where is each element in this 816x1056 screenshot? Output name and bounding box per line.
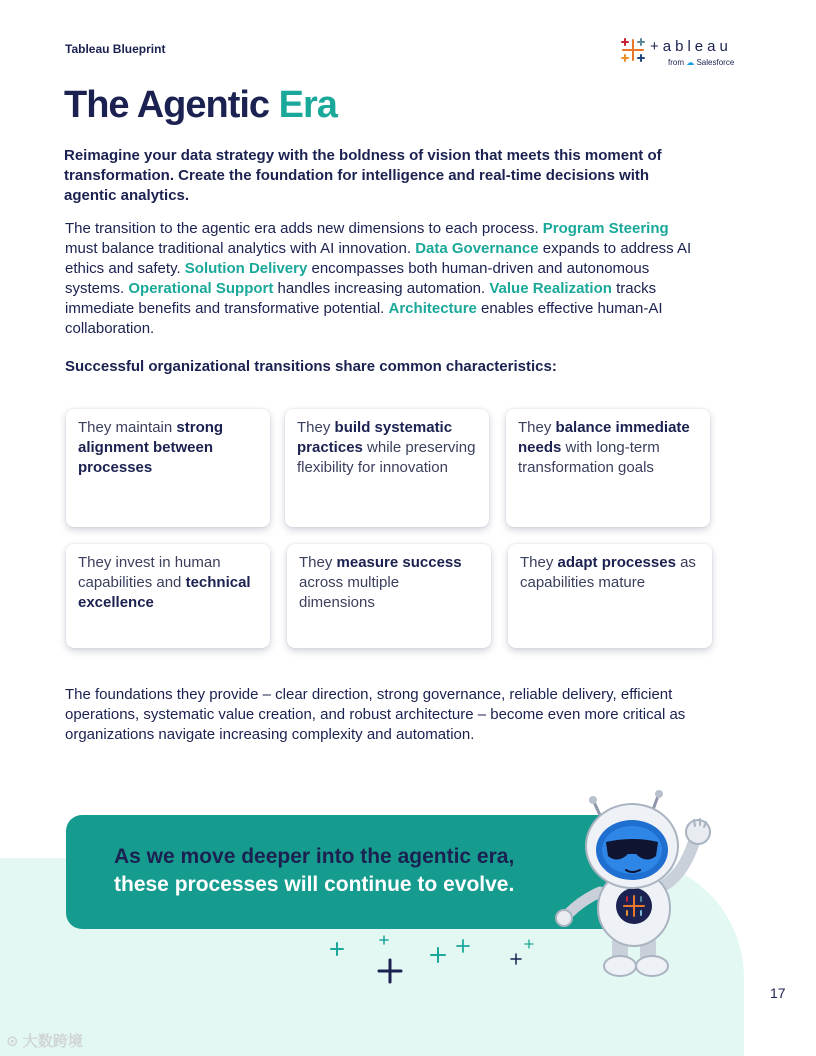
body-text: enables effective human-AI collaboration. [65, 300, 663, 337]
card-text: They invest in human capabilities and [78, 554, 221, 591]
robot-mascot-illustration [548, 788, 724, 984]
watermark-logo-icon: ⊙ [6, 1033, 19, 1050]
body-text: tracks immediate benefits and transformative potential. [65, 280, 657, 317]
body-text: must balance traditional analytics with AI innovation. [65, 240, 412, 257]
term-architecture: Architecture [388, 300, 477, 317]
tableau-wordmark: +ableau [650, 38, 732, 55]
term-operational-support: Operational Support [128, 280, 274, 297]
lead-paragraph: Reimagine your data strategy with the boldness of vision that meets this moment of transformation. Create the foundation for intelligence and real-time decisions with agentic analytics. [64, 147, 662, 204]
card-text: They [299, 554, 333, 571]
page-title-accent: Era [278, 84, 337, 126]
salesforce-byline [668, 58, 734, 67]
body-text: expands to address AI ethics and safety. [65, 240, 692, 277]
body-text: handles increasing automation. [277, 280, 486, 297]
characteristic-card-practices [285, 409, 489, 527]
characteristic-card-capabilities [66, 544, 270, 648]
body-text: encompasses both human-driven and autonomous systems. [65, 260, 650, 297]
card-text: They [518, 419, 552, 436]
characteristic-card-balance [506, 409, 710, 527]
watermark-text: 大数跨境 [22, 1033, 83, 1050]
closing-paragraph: The foundations they provide – clear direction, strong governance, reliable delivery, efficient operations, systematic value creation, and robust architecture – become even more critical as organizations navigate increasing complexity and automation. [65, 686, 686, 743]
logo-salesforce-text: Salesforce [696, 58, 735, 67]
callout-text [114, 843, 594, 899]
card-text: They maintain [78, 419, 173, 436]
card-text: as capabilities mature [520, 554, 696, 591]
callout-line-1: As we move deeper into the agentic era, [114, 845, 515, 868]
characteristics-intro: Successful organizational transitions share common characteristics: [65, 358, 557, 375]
watermark [6, 1030, 83, 1051]
salesforce-cloud-icon: ☁ [686, 58, 695, 67]
card-text: with long-term transformation goals [518, 439, 660, 476]
card-highlight: adapt processes [557, 554, 676, 571]
card-text: They [520, 554, 554, 571]
term-data-governance: Data Governance [415, 240, 539, 257]
card-highlight: build systematic practices [297, 419, 453, 456]
term-value-realization: Value Realization [489, 280, 612, 297]
card-highlight: strong alignment between processes [78, 419, 224, 476]
page-title [64, 84, 337, 127]
tableau-logo [618, 36, 748, 72]
sparkle-plus-icons [320, 932, 550, 988]
card-text: while preserving flexibility for innovation [297, 439, 476, 476]
card-highlight: balance immediate needs [518, 419, 690, 456]
callout-banner [66, 815, 626, 929]
document-header-label: Tableau Blueprint [65, 42, 166, 56]
callout-line-2: these processes will continue to evolve. [114, 873, 515, 896]
term-program-steering: Program Steering [542, 220, 669, 237]
card-text: across multiple dimensions [299, 574, 400, 611]
card-highlight: technical excellence [78, 574, 251, 611]
body-text: The transition to the agentic era adds new dimensions to each process. [65, 220, 539, 237]
transition-paragraph [65, 219, 705, 339]
characteristic-card-adapt [508, 544, 712, 648]
page-title-main: The Agentic [64, 84, 270, 126]
tableau-cross-icon [618, 36, 648, 64]
page-number: 17 [770, 985, 786, 1001]
characteristic-card-measure [287, 544, 491, 648]
logo-from-text: from [668, 58, 684, 67]
term-solution-delivery: Solution Delivery [184, 260, 308, 277]
card-highlight: measure success [336, 554, 462, 571]
characteristic-card-alignment [66, 409, 270, 527]
card-text: They [297, 419, 331, 436]
